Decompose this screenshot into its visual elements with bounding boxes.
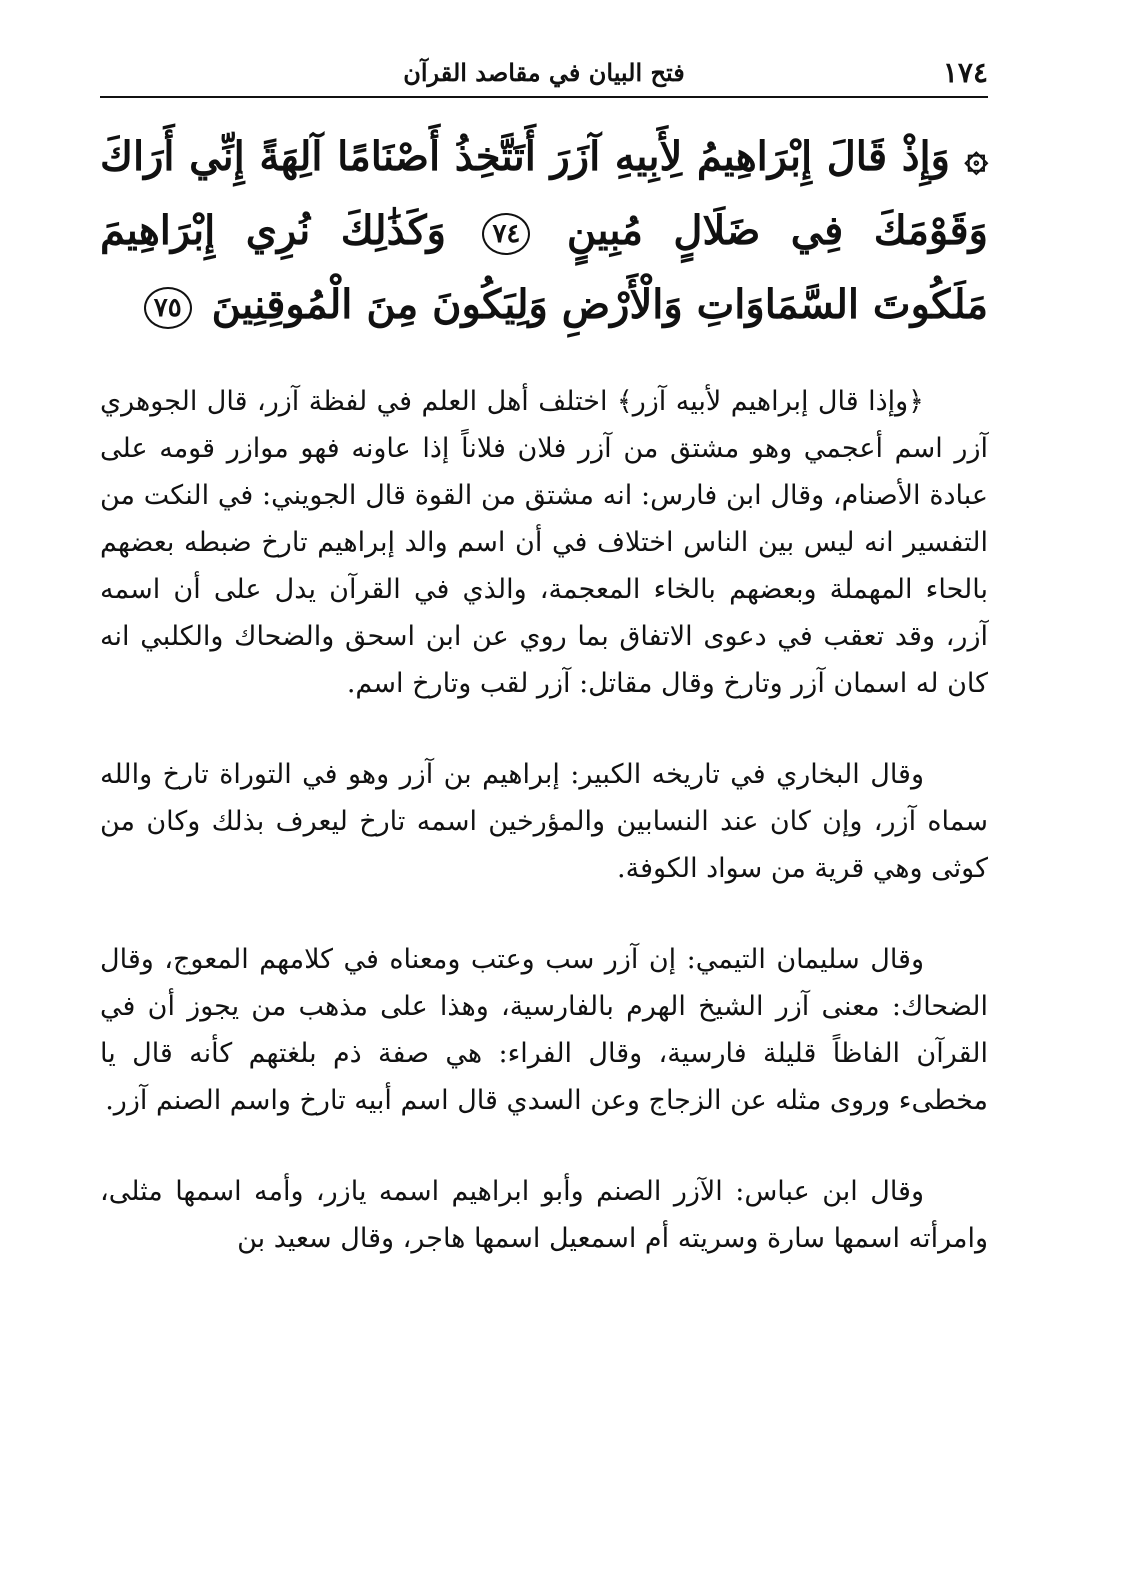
- book-title: فتح البيان في مقاصد القرآن: [403, 58, 685, 87]
- commentary-paragraph: وقال البخاري في تاريخه الكبير: إبراهيم بن آزر وهو في التوراة تارخ والله سماه آزر، وإن كان عند النسابين والمؤرخين اسمه تارخ ليعرف بذلك وكان من كوثى وهي قرية من سواد الكوفة.: [100, 759, 988, 884]
- commentary-paragraph: وقال سليمان التيمي: إن آزر سب وعتب ومعناه في كلامهم المعوج، وقال الضحاك: معنى آزر الشيخ الهرم بالفارسية، وهذا على مذهب من يجوز أن في القرآن الفاظاً قليلة فارسية، وقال الفراء: هي صفة ذم بلغتهم كأنه قال يا مخطىء وروى مثله عن الزجاج وعن السدي قال اسم أبيه تارخ واسم الصنم آزر.: [100, 944, 988, 1116]
- commentary-paragraph: وقال ابن عباس: الآزر الصنم وأبو ابراهيم اسمه يازر، وأمه اسمها مثلى، وامرأته اسمها سارة وسريته أم اسمعيل اسمها هاجر، وقال سعيد بن: [100, 1176, 988, 1254]
- page-header: [100, 52, 988, 98]
- ayah-number-marker: ٧٤: [482, 213, 530, 255]
- quran-verse-75: وَكَذَٰلِكَ نُرِي إِبْرَاهِيمَ مَلَكُوتَ السَّمَاوَاتِ وَالْأَرْضِ وَلِيَكُونَ مِنَ الْمُوقِنِينَ: [100, 207, 988, 328]
- quran-verses: [100, 120, 988, 342]
- commentary-paragraph: ﴿وإذا قال إبراهيم لأبيه آزر﴾ اختلف أهل العلم في لفظة آزر، قال الجوهري آزر اسم أعجمي وهو مشتق من آزر فلان فلاناً إذا عاونه فهو موازر قومه على عبادة الأصنام، وقال ابن فارس: انه مشتق من القوة قال الجويني: في النكت من التفسير انه ليس بين الناس اختلاف في أن اسم والد إبراهيم تارخ ضبطه بعضهم بالحاء المهملة وبعضهم بالخاء المعجمة، والذي في القرآن يدل على أن اسمه آزر، وقد تعقب في دعوى الاتفاق بما روي عن ابن اسحق والضحاك والكلبي انه كان له اسمان آزر وتارخ وقال مقاتل: آزر لقب وتارخ اسم.: [100, 386, 988, 699]
- commentary-body: [100, 378, 988, 1262]
- quran-verse-74: ۞ وَإِذْ قَالَ إِبْرَاهِيمُ لِأَبِيهِ آزَرَ أَتَتَّخِذُ أَصْنَامًا آلِهَةً إِنِّي أَرَاكَ وَقَوْمَكَ فِي ضَلَالٍ مُبِينٍ: [100, 133, 988, 254]
- ayah-number-marker: ٧٥: [144, 287, 192, 329]
- page-number: ١٧٤: [942, 56, 988, 89]
